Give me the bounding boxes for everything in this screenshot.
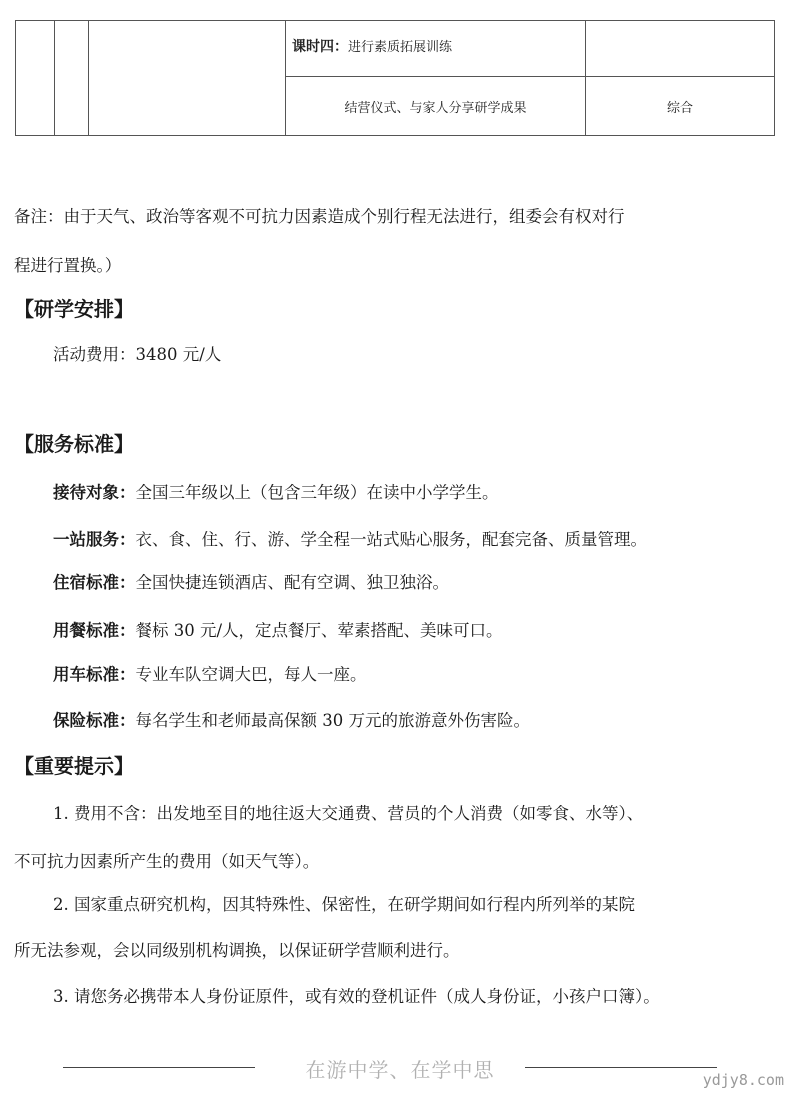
service-item <box>53 530 788 550</box>
schedule-table <box>15 20 775 136</box>
note-1-line-1: 1. 费用不含：出发地至目的地往返大交通费、营员的个人消费（如零食、水等）、 <box>53 804 644 823</box>
table-row <box>16 21 775 77</box>
service-item-label: 接待对象： <box>53 483 136 502</box>
service-item-label: 住宿标准： <box>53 573 136 592</box>
service-item-text: 全国快捷连锁酒店、配有空调、独卫独浴。 <box>135 573 449 592</box>
service-item-text: 专业车队空调大巴，每人一座。 <box>135 665 367 684</box>
table-cell <box>55 21 89 136</box>
study-arrangement-heading: 【研学安排】 <box>14 297 134 321</box>
footer-divider-right <box>525 1067 717 1068</box>
table-cell <box>89 21 286 136</box>
service-standards-heading: 【服务标准】 <box>14 432 134 456</box>
service-item-label: 用车标准： <box>53 665 136 684</box>
service-item-text: 每名学生和老师最高保额 30 万元的旅游意外伤害险。 <box>135 711 530 730</box>
table-cell <box>16 21 55 136</box>
activity-fee: 活动费用：3480 元/人 <box>53 345 222 364</box>
service-item-label: 保险标准： <box>53 711 136 730</box>
service-item <box>53 573 788 593</box>
service-item-label: 用餐标准： <box>53 621 136 640</box>
service-item <box>53 483 788 503</box>
note-3-line-1: 3. 请您务必携带本人身份证原件，或有效的登机证件（成人身份证，小孩户口簿）。 <box>53 987 660 1006</box>
closing-type: 综合 <box>666 100 693 116</box>
service-item-label: 一站服务： <box>53 530 136 549</box>
note-1-line-2: 不可抗力因素所产生的费用（如天气等）。 <box>14 852 320 871</box>
service-item <box>53 665 788 685</box>
important-notes-heading: 【重要提示】 <box>14 754 134 778</box>
service-item <box>53 621 788 641</box>
remark-line-2: 程进行置换。） <box>14 256 122 275</box>
service-item-text: 衣、食、住、行、游、学全程一站式贴心服务，配套完备、质量管理。 <box>135 530 647 549</box>
footer-slogan: 在游中学、在学中思 <box>305 1058 495 1082</box>
service-item <box>53 711 788 731</box>
closing-activity-cell <box>286 77 586 136</box>
service-item-text: 餐标 30 元/人，定点餐厅、荤素搭配、美味可口。 <box>135 621 503 640</box>
lesson-title: 课时四： <box>292 38 348 55</box>
note-2-line-1: 2. 国家重点研究机构，因其特殊性、保密性，在研学期间如行程内所列举的某院 <box>53 895 635 914</box>
closing-type-cell <box>586 77 775 136</box>
site-watermark: ydjy8.com <box>702 1071 784 1089</box>
service-item-text: 全国三年级以上（包含三年级）在读中小学学生。 <box>135 483 499 502</box>
remark-line-1: 备注：由于天气、政治等客观不可抗力因素造成个别行程无法进行，组委会有权对行 <box>14 207 625 226</box>
lesson-cell <box>286 21 586 77</box>
lesson-activity: 进行素质拓展训练 <box>348 39 453 55</box>
closing-activity: 结营仪式、与家人分享研学成果 <box>344 100 527 116</box>
note-2-line-2: 所无法参观，会以同级别机构调换，以保证研学营顺利进行。 <box>14 941 460 960</box>
table-cell <box>586 21 775 77</box>
